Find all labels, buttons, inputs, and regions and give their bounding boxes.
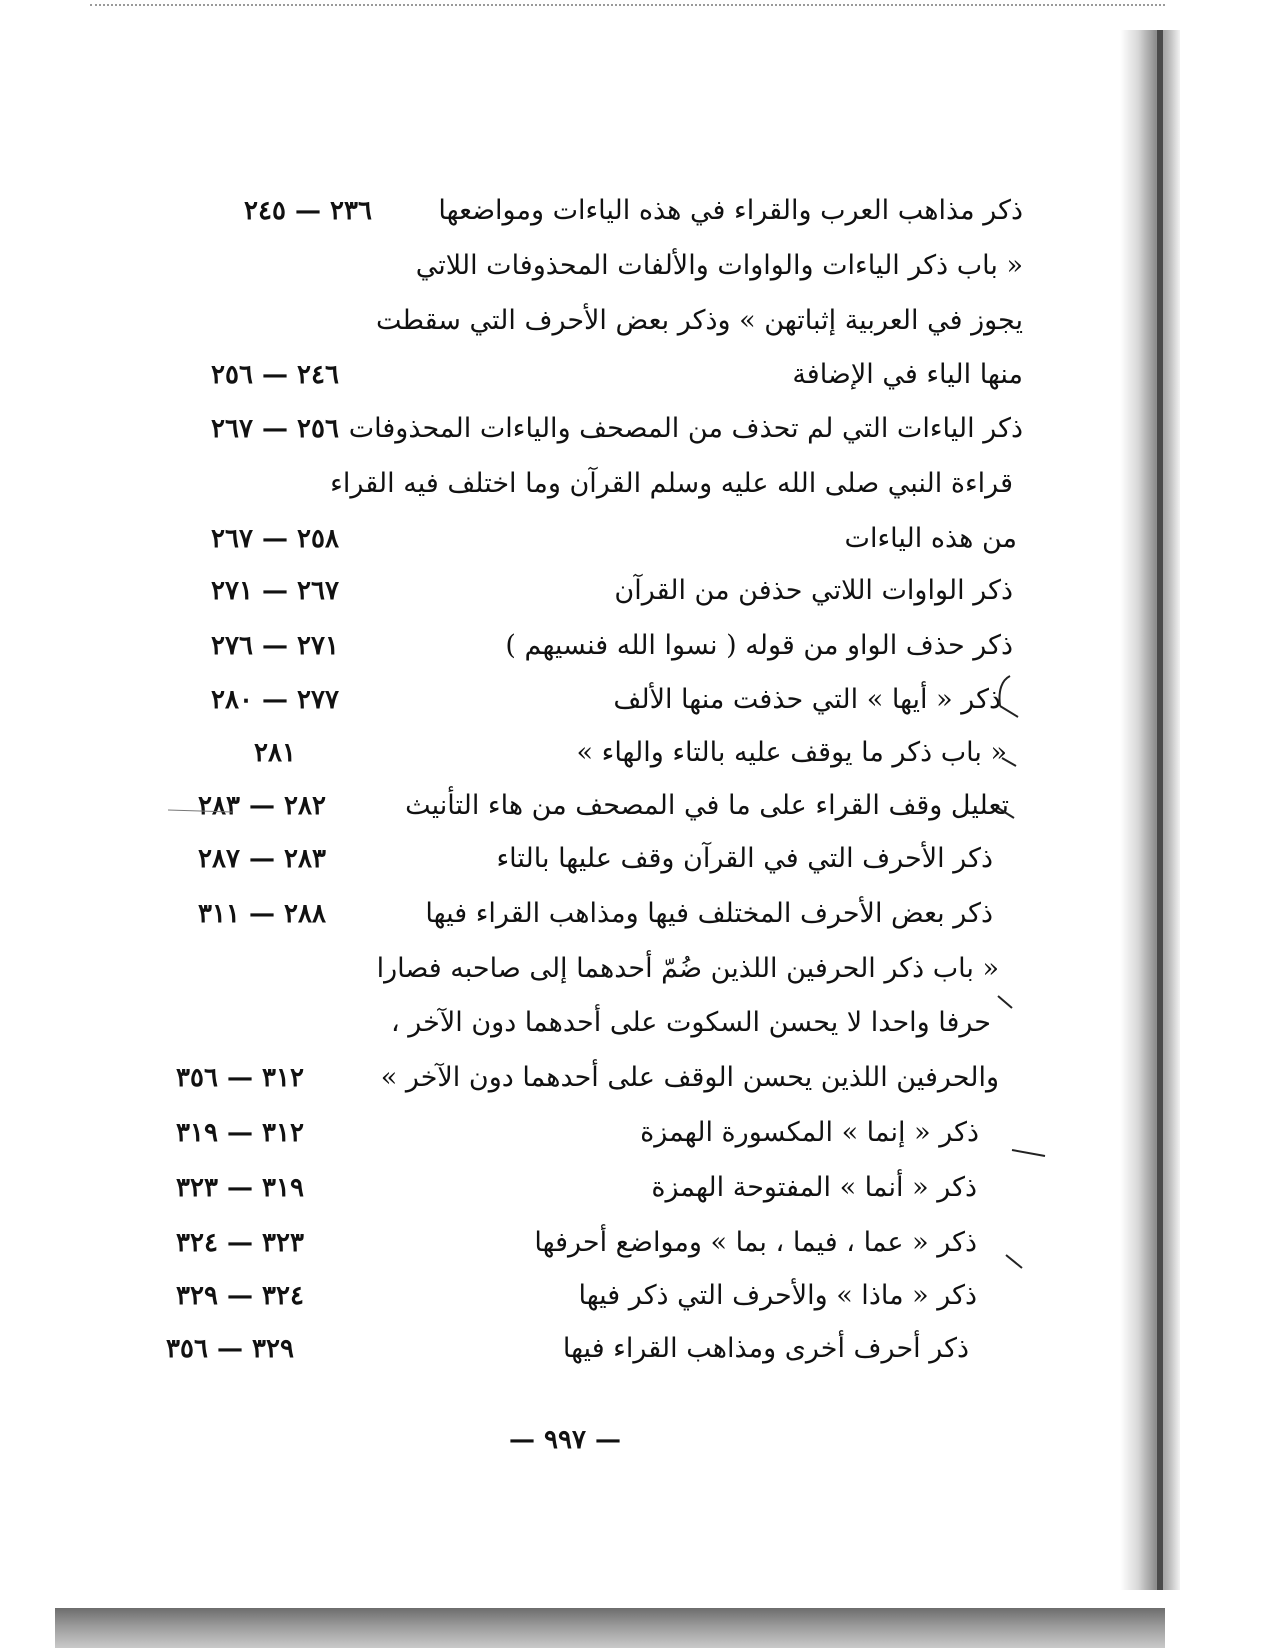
toc-line: [0, 1165, 1275, 1211]
toc-line: [0, 677, 1275, 723]
toc-line: [0, 891, 1275, 937]
toc-page-range: ٢٥٨ — ٢٦٧: [211, 524, 339, 554]
toc-title: ذكر أحرف أخرى ومذاهب القراء فيها: [562, 1333, 969, 1364]
scan-bottom-band: [55, 1608, 1165, 1648]
toc-line: [0, 461, 1275, 507]
toc-title: والحرفين اللذين يحسن الوقف على أحدهما دون الآخر »: [380, 1062, 999, 1093]
toc-title: ذكر « ماذا » والأحرف التي ذكر فيها: [578, 1280, 977, 1311]
toc-line: [0, 1326, 1275, 1372]
toc-line: [0, 406, 1275, 452]
toc-line: [0, 730, 1275, 776]
toc-title: « باب ذكر الياءات والواوات والألفات المحذوفات اللاتي: [415, 250, 1023, 281]
toc-page-range: ٣١٢ — ٣٥٦: [176, 1063, 304, 1093]
toc-line: [0, 243, 1275, 289]
toc-line: [0, 836, 1275, 882]
toc-page-range: ٢٨٨ — ٣١١: [198, 899, 326, 929]
toc-line: [0, 352, 1275, 398]
toc-line: [0, 1110, 1275, 1156]
toc-line: [0, 783, 1275, 829]
toc-line: [0, 516, 1275, 562]
toc-title: منها الياء في الإضافة: [792, 359, 1023, 390]
toc-title: يجوز في العربية إثباتهن » وذكر بعض الأحرف التي سقطت: [375, 305, 1023, 336]
toc-line: [0, 1055, 1275, 1101]
toc-title: ذكر « إنما » المكسورة الهمزة: [640, 1117, 979, 1148]
toc-page-range: ٢٦٧ — ٢٧١: [211, 576, 339, 606]
toc-title: ذكر بعض الأحرف المختلف فيها ومذاهب القراء فيها: [425, 898, 993, 929]
toc-page-range: ٣٢٩ — ٣٥٦: [166, 1334, 294, 1364]
toc-page-range: ٣٢٤ — ٣٢٩: [176, 1281, 304, 1311]
scan-top-dots: [90, 4, 1165, 6]
toc-page-range: ٢٧١ — ٢٧٦: [211, 631, 339, 661]
toc-line: [0, 623, 1275, 669]
page-number: — ٩٩٧ —: [508, 1425, 622, 1455]
toc-title: « باب ذكر الحرفين اللذين ضُمّ أحدهما إلى صاحبه فصارا: [376, 953, 999, 984]
toc-page-range: ٢٥٦ — ٢٦٧: [211, 414, 339, 444]
toc-title: « باب ذكر ما يوقف عليه بالتاء والهاء »: [576, 737, 1007, 768]
toc-line: [0, 298, 1275, 344]
toc-title: ذكر مذاهب العرب والقراء في هذه الياءات ومواضعها: [438, 195, 1023, 226]
toc-title: من هذه الياءات: [844, 523, 1017, 554]
toc-title: ذكر الواوات اللاتي حذفن من القرآن: [614, 575, 1013, 606]
toc-page-range: ٢٤٦ — ٢٥٦: [211, 360, 339, 390]
toc-page-range: ٣١٩ — ٣٢٣: [176, 1173, 304, 1203]
toc-line: [0, 946, 1275, 992]
toc-title: ذكر الأحرف التي في القرآن وقف عليها بالتاء: [496, 843, 993, 874]
toc-line: [0, 568, 1275, 614]
toc-title: ذكر « أيها » التي حذفت منها الألف: [613, 684, 1001, 715]
toc-title: ذكر حذف الواو من قوله ( نسوا الله فنسيهم ): [505, 630, 1013, 661]
toc-title: حرفا واحدا لا يحسن السكوت على أحدهما دون الآخر ،: [390, 1007, 991, 1038]
toc-title: قراءة النبي صلى الله عليه وسلم القرآن وما اختلف فيه القراء: [330, 468, 1013, 499]
toc-page-range: ٣٢٣ — ٣٢٤: [176, 1228, 304, 1258]
toc-line: [0, 1273, 1275, 1319]
toc-page-range: ٢٣٦ — ٢٤٥: [244, 196, 372, 226]
toc-title: ذكر « عما ، فيما ، بما » ومواضع أحرفها: [534, 1227, 977, 1258]
toc-line: [0, 188, 1275, 234]
toc-title: تعليل وقف القراء على ما في المصحف من هاء التأنيث: [405, 790, 1009, 821]
toc-page-range: ٣١٢ — ٣١٩: [176, 1118, 304, 1148]
toc-page-range: ٢٨٣ — ٢٨٧: [198, 844, 326, 874]
toc-page-range: ٢٨١: [254, 738, 296, 768]
toc-page-range: ٢٨٢ — ٢٨٣: [198, 791, 326, 821]
toc-line: [0, 1220, 1275, 1266]
toc-line: [0, 1000, 1275, 1046]
toc-title: ذكر الياءات التي لم تحذف من المصحف والياءات المحذوفات: [348, 413, 1023, 444]
toc-page-range: ٢٧٧ — ٢٨٠: [211, 685, 339, 715]
toc-title: ذكر « أنما » المفتوحة الهمزة: [651, 1172, 977, 1203]
